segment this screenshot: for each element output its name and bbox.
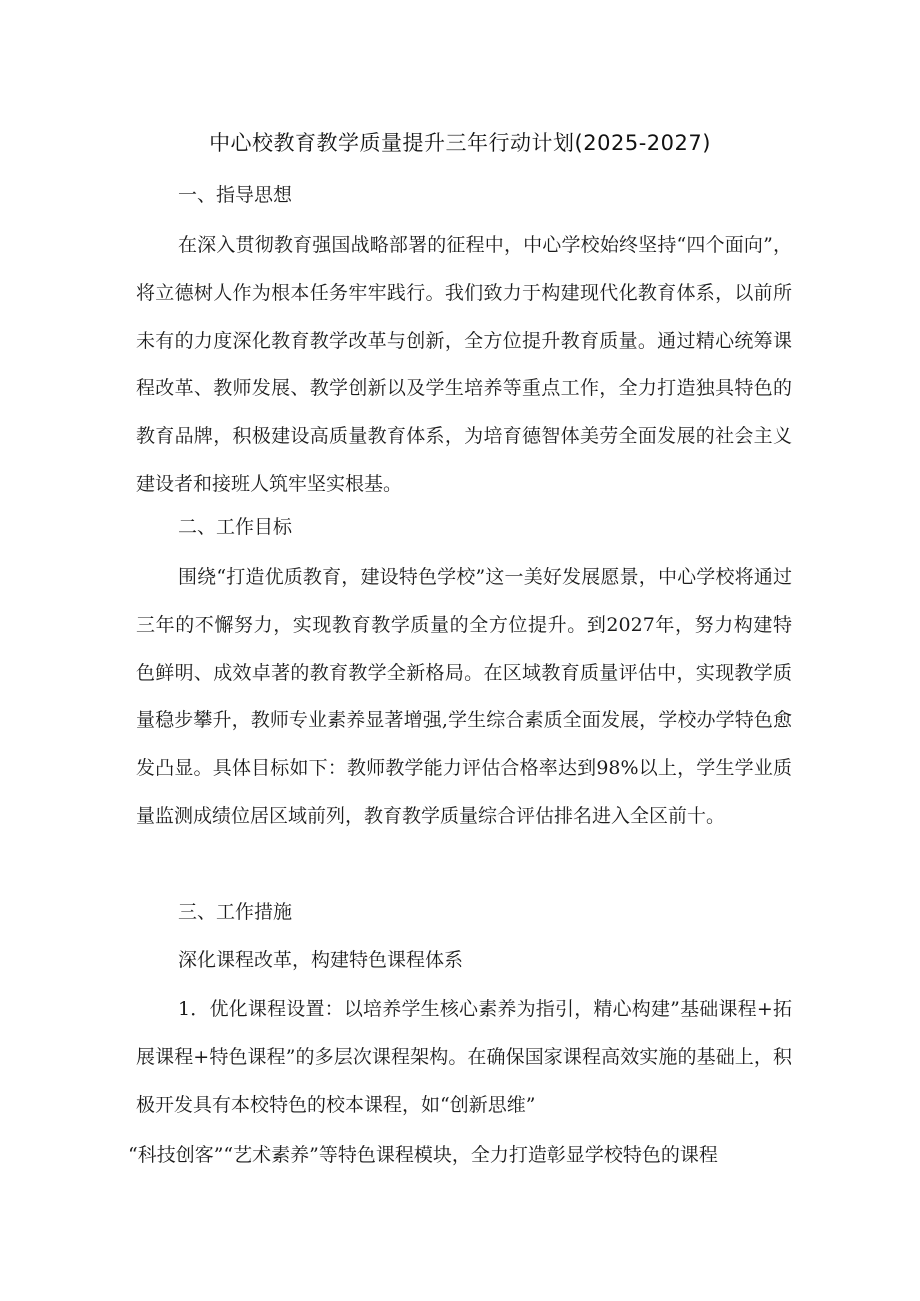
paragraph-optimize-curriculum: 1．优化课程设置：以培养学生核心素养为指引，精心构建”基础课程+拓展课程+特色课程”的多层次课程架构。在确保国家课程高效实施的基础上，积极开发具有本校特色的校本课程，如“创新思维” [136,998,792,1116]
paragraph-work-goals: 围绕“打造优质教育，建设特色学校”这一美好发展愿景，中心学校将通过三年的不懈努力，实现教育教学质量的全方位提升。到2027年，努力构建特色鲜明、成效卓著的教育教学全新格局。在区域教育质量评估中，实现教学质量稳步攀升，教师专业素养显著增强,学生综合素质全面发展，学校办学特色愈发凸显。具体目标如下：教师教学能力评估合格率达到98%以上，学生学业质量监测成绩位居区域前列，教育教学质量综合评估排名进入全区前十。 [136,566,792,827]
section-heading-guiding-ideology: 一、指导思想 [178,184,293,206]
paragraph-optimize-curriculum-continued: “科技创客”“艺术素养”等特色课程模块，全力打造彰显学校特色的课程 [128,1144,718,1166]
section-heading-work-goals: 二、工作目标 [178,516,293,538]
document-title: 中心校教育教学质量提升三年行动计划(2025-2027) [209,131,711,155]
subheading-curriculum-reform: 深化课程改革，构建特色课程体系 [178,949,464,971]
section-heading-work-measures: 三、工作措施 [178,901,293,923]
paragraph-guiding-ideology: 在深入贯彻教育强国战略部署的征程中，中心学校始终坚持“四个面向”，将立德树人作为根本任务牢牢践行。我们致力于构建现代化教育体系，以前所未有的力度深化教育教学改革与创新，全方位提升教育质量。通过精心统筹课程改革、教师发展、教学创新以及学生培养等重点工作，全力打造独具特色的教育品牌，积极建设高质量教育体系，为培育德智体美劳全面发展的社会主义建设者和接班人筑牢坚实根基。 [136,234,792,495]
